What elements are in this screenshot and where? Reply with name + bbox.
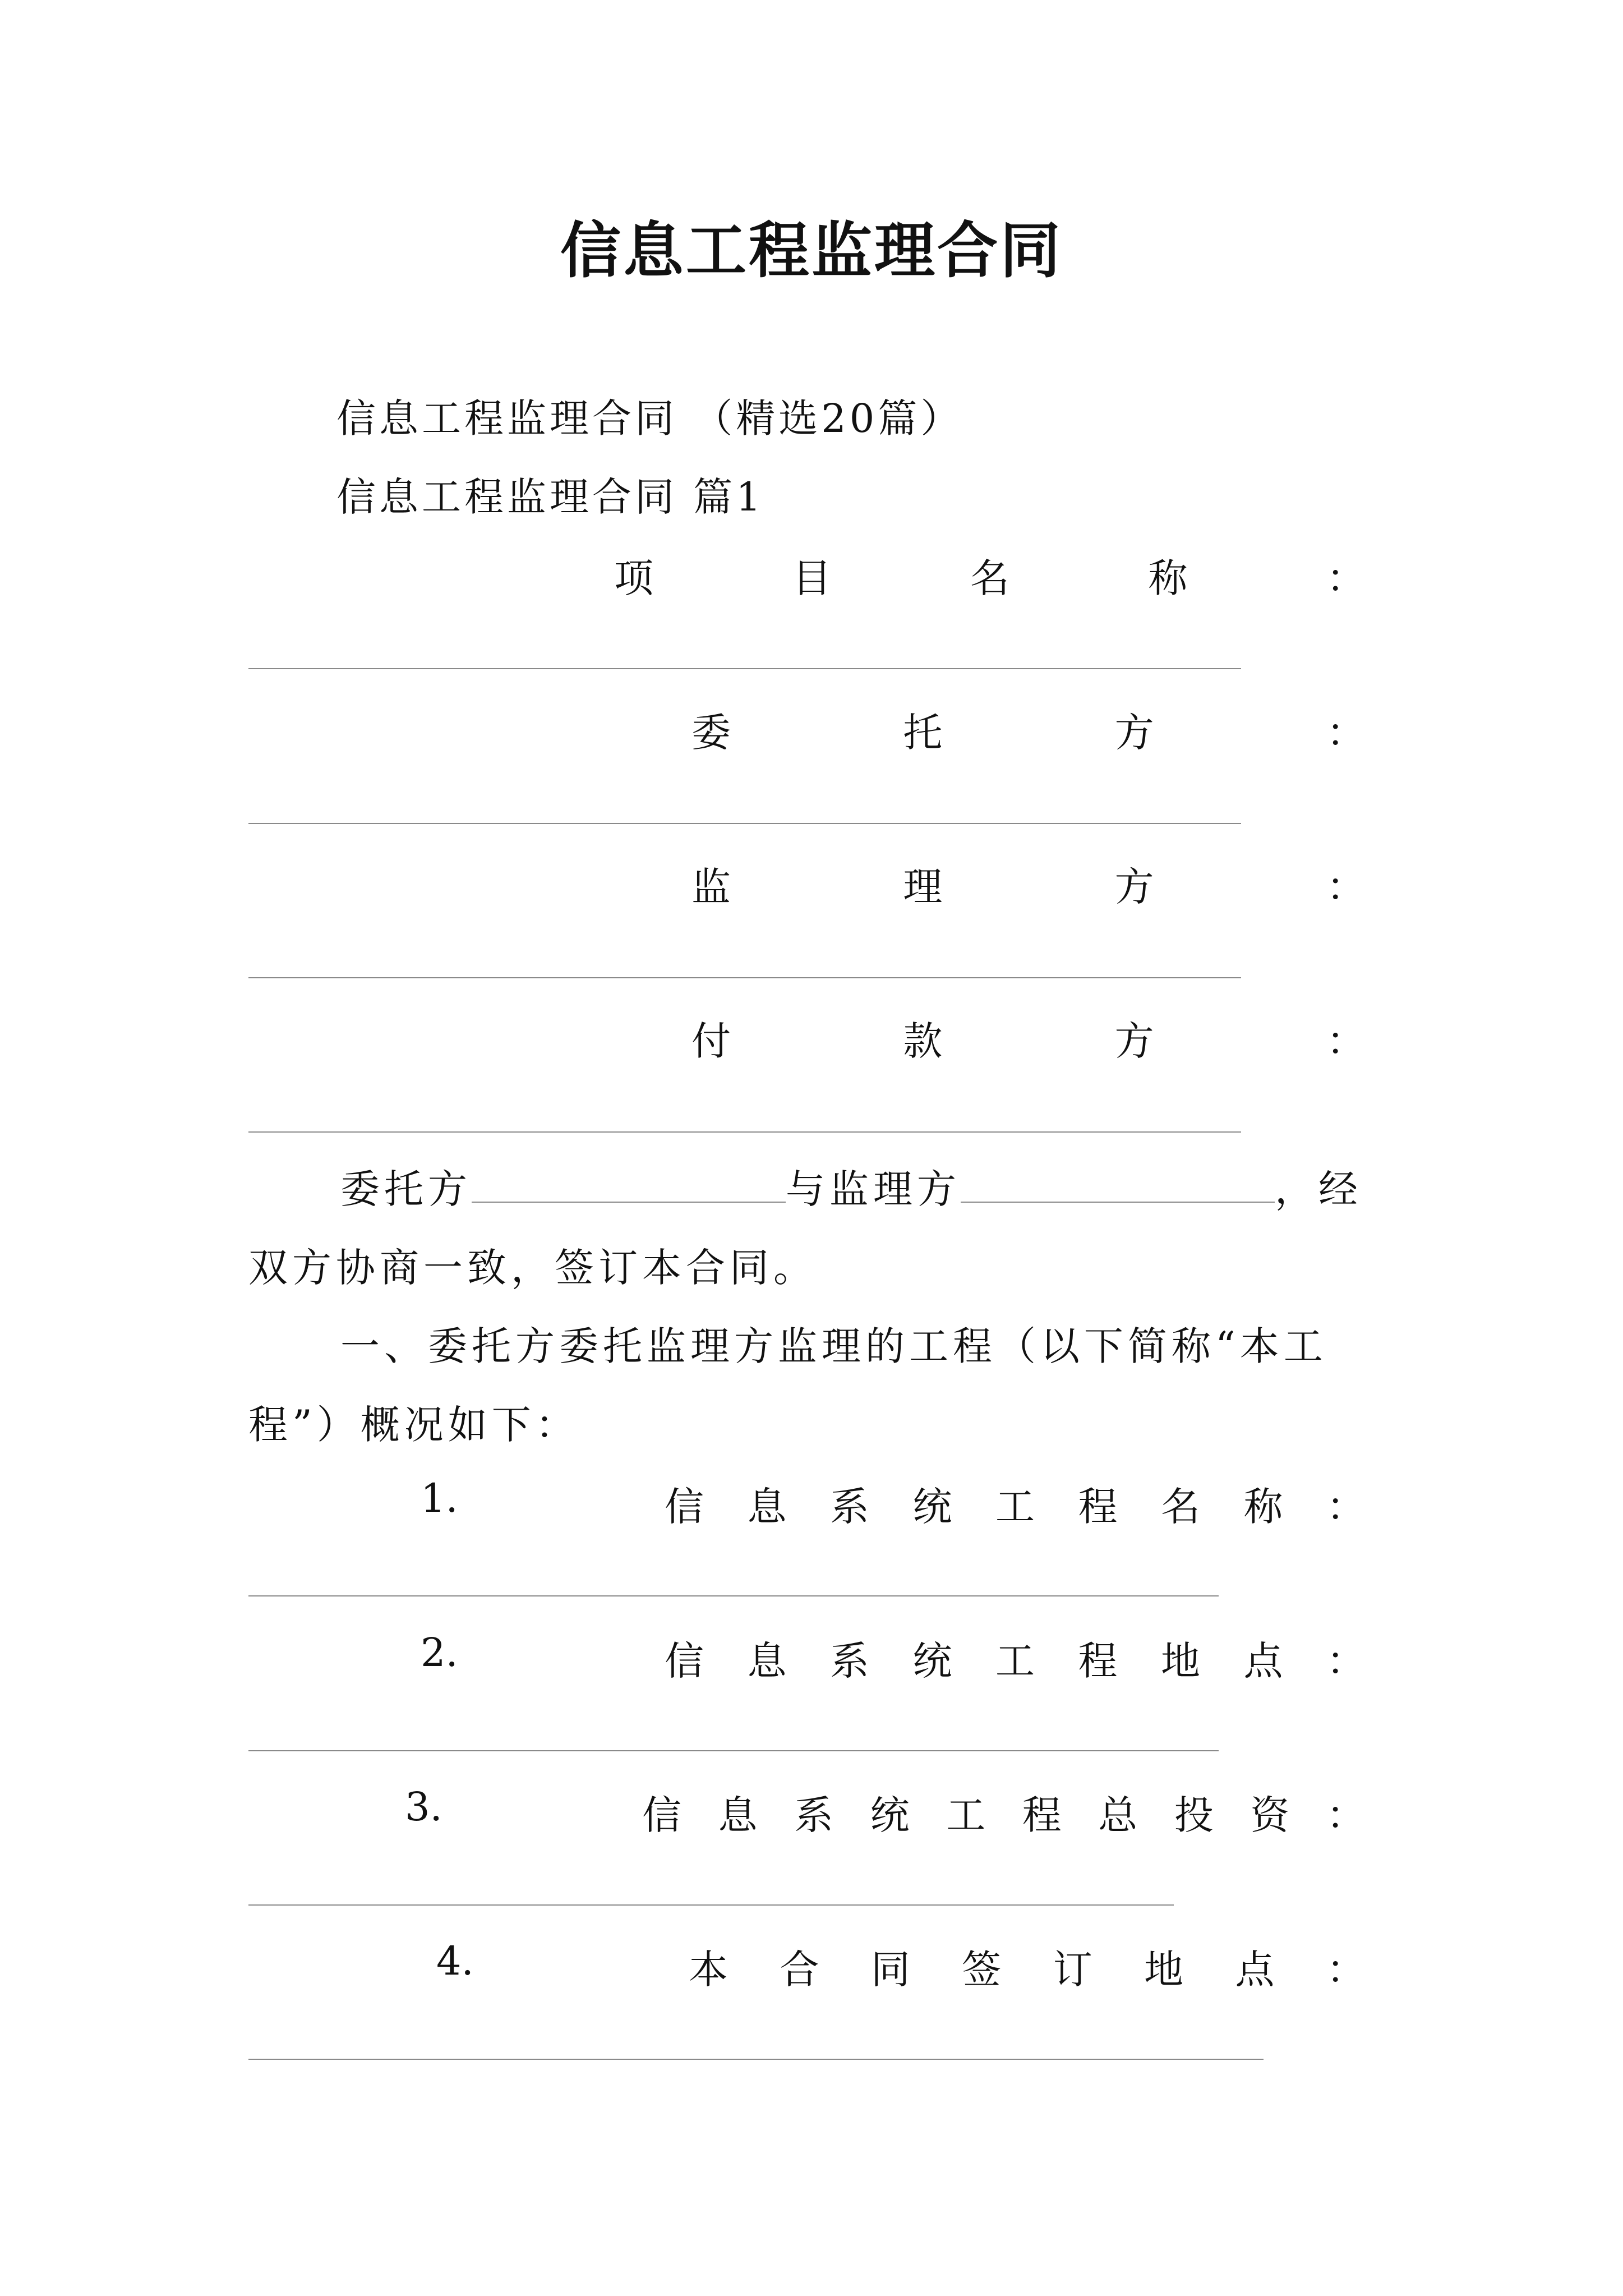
field-colon: ： xyxy=(1326,864,1366,910)
item-char: 信 xyxy=(665,1484,704,1530)
item-char: 息 xyxy=(747,1638,787,1684)
field-char: 委 xyxy=(691,710,731,756)
item-char: 信 xyxy=(642,1792,681,1838)
field-payer xyxy=(691,1010,1366,1066)
item-char: 总 xyxy=(1098,1792,1138,1838)
section-heading: 信息工程监理合同 篇1 xyxy=(336,474,764,520)
item-char: 统 xyxy=(912,1484,952,1530)
blank-supervisor xyxy=(961,1168,1275,1203)
field-colon: ： xyxy=(1326,1018,1366,1064)
item-char: 合 xyxy=(780,1947,819,1993)
field-char: 付 xyxy=(691,1018,731,1064)
item-char: 系 xyxy=(830,1484,869,1530)
item-number: 4. xyxy=(436,1938,474,1984)
fill-line xyxy=(248,2059,1264,2060)
fill-line xyxy=(248,977,1241,978)
item-char: 订 xyxy=(1053,1947,1092,1993)
clause-1-text: 一、委托方委托监理方监理的工程（以下简称“本工程”）概况如下： xyxy=(248,1323,1327,1448)
field-char: 称 xyxy=(1148,555,1188,601)
field-project-name xyxy=(614,547,1366,604)
item-3-label xyxy=(642,1784,1366,1841)
item-char: 统 xyxy=(870,1792,910,1838)
item-char: 资 xyxy=(1250,1792,1290,1838)
item-char: 工 xyxy=(946,1792,986,1838)
item-char: 称 xyxy=(1243,1484,1283,1530)
intro-paragraph xyxy=(248,1150,1393,1307)
item-char: 统 xyxy=(912,1638,952,1684)
item-colon: ： xyxy=(1326,1638,1366,1684)
field-supervisor xyxy=(691,855,1366,912)
field-colon: ： xyxy=(1326,555,1366,601)
fill-line xyxy=(248,1131,1241,1133)
item-char: 工 xyxy=(995,1638,1035,1684)
item-1-label xyxy=(665,1475,1366,1532)
field-client xyxy=(691,701,1366,758)
fill-line xyxy=(248,1750,1219,1751)
document-subtitle: 信息工程监理合同 （精选20篇） xyxy=(336,395,963,441)
clause-1 xyxy=(248,1307,1393,1464)
field-char: 方 xyxy=(1114,710,1154,756)
item-char: 工 xyxy=(995,1484,1035,1530)
fill-line xyxy=(248,1904,1174,1906)
item-char: 程 xyxy=(1022,1792,1062,1838)
fill-line xyxy=(248,668,1241,669)
fill-line xyxy=(248,1595,1219,1596)
field-char: 托 xyxy=(903,710,943,756)
field-char: 方 xyxy=(1114,1018,1154,1064)
document-title: 信息工程监理合同 xyxy=(560,215,1063,286)
item-2-label xyxy=(665,1630,1366,1686)
item-char: 系 xyxy=(794,1792,834,1838)
item-4-label xyxy=(689,1938,1366,1995)
field-char: 目 xyxy=(792,555,832,601)
field-char: 方 xyxy=(1114,864,1154,910)
field-char: 项 xyxy=(614,555,653,601)
item-colon: ： xyxy=(1326,1792,1366,1838)
fill-line xyxy=(248,823,1241,824)
item-char: 信 xyxy=(665,1638,704,1684)
item-char: 投 xyxy=(1174,1792,1214,1838)
item-char: 地 xyxy=(1161,1638,1200,1684)
item-char: 息 xyxy=(747,1484,787,1530)
intro-text-1: 委托方 xyxy=(340,1166,472,1212)
field-char: 名 xyxy=(970,555,1009,601)
blank-client xyxy=(472,1168,786,1203)
item-char: 地 xyxy=(1144,1947,1184,1993)
item-colon: ： xyxy=(1326,1947,1366,1993)
item-char: 签 xyxy=(962,1947,1002,1993)
item-number: 3. xyxy=(405,1784,442,1830)
item-char: 名 xyxy=(1161,1484,1200,1530)
item-char: 系 xyxy=(830,1638,869,1684)
item-number: 2. xyxy=(421,1630,458,1676)
field-char: 监 xyxy=(691,864,731,910)
item-char: 点 xyxy=(1235,1947,1275,1993)
item-char: 息 xyxy=(718,1792,758,1838)
item-char: 程 xyxy=(1078,1638,1118,1684)
item-char: 同 xyxy=(870,1947,910,1993)
item-colon: ： xyxy=(1326,1484,1366,1530)
intro-text-2: 与监理方 xyxy=(786,1166,961,1212)
field-colon: ： xyxy=(1326,710,1366,756)
item-char: 程 xyxy=(1078,1484,1118,1530)
field-char: 款 xyxy=(903,1018,943,1064)
field-char: 理 xyxy=(903,864,943,910)
item-number: 1. xyxy=(421,1475,458,1521)
item-char: 点 xyxy=(1243,1638,1283,1684)
item-char: 本 xyxy=(689,1947,728,1993)
intro-text-3: ，经双方协商一致，签订本合同。 xyxy=(248,1166,1362,1291)
